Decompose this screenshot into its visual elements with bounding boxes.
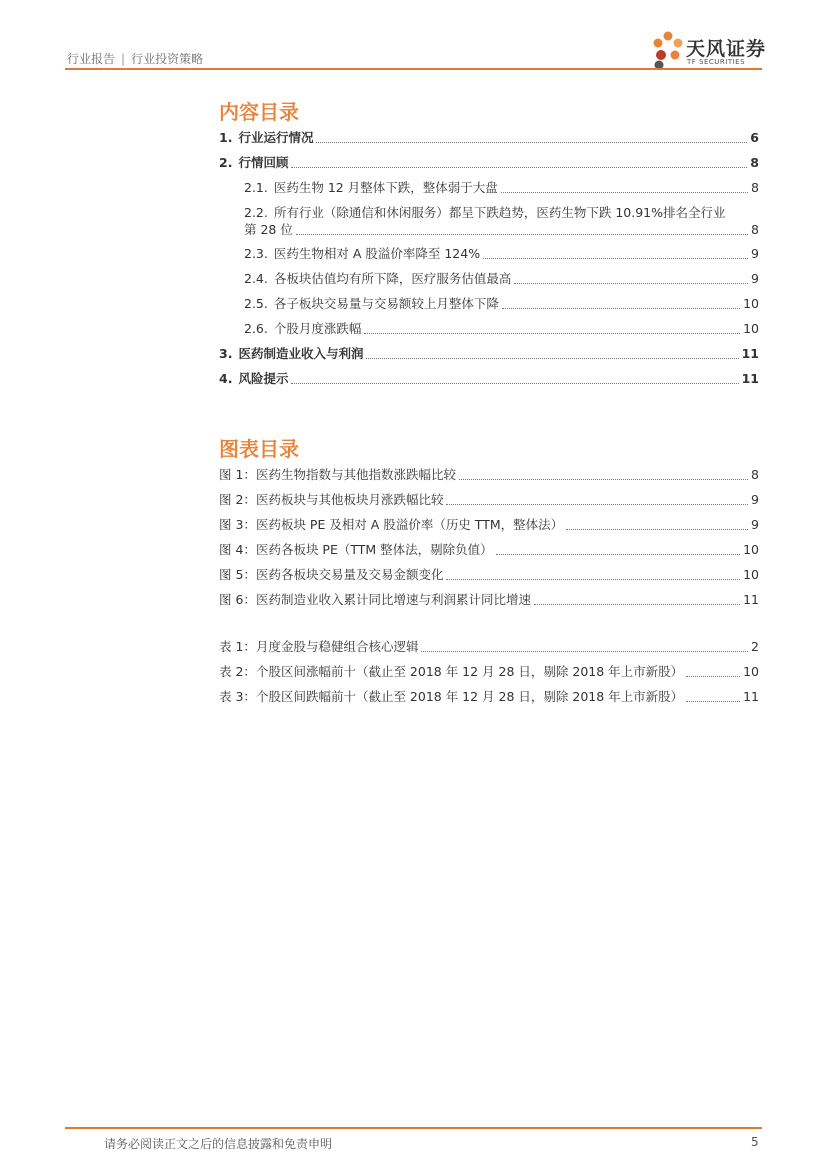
toc-item-page: 9 — [751, 271, 759, 286]
toc-item-number: 2.2. — [244, 205, 268, 220]
toc-item-2-1[interactable] — [244, 180, 759, 196]
dot-leader — [296, 234, 748, 235]
figure-page: 8 — [751, 467, 759, 482]
toc-item-number: 2. — [219, 155, 233, 170]
figure-item-1[interactable] — [219, 467, 759, 483]
header-subcategory-text: 行业投资策略 — [131, 52, 204, 66]
footer-disclaimer: 请务必阅读正文之后的信息披露和免责申明 — [104, 1137, 333, 1151]
toc-item-2-5[interactable] — [244, 296, 759, 312]
figure-label: 图 6： — [219, 592, 256, 607]
toc-item-1[interactable] — [219, 130, 759, 146]
figure-label: 图 5： — [219, 567, 256, 582]
toc-item-page: 9 — [751, 246, 759, 261]
dot-leader — [514, 283, 748, 284]
header-category-text: 行业报告 — [67, 52, 116, 66]
toc-item-2-2[interactable] — [244, 204, 759, 238]
toc-item-page: 6 — [750, 130, 759, 145]
footer-divider — [65, 1127, 762, 1129]
toc-item-text: 行情回顾 — [238, 155, 289, 170]
toc-item-2[interactable] — [219, 155, 759, 171]
dot-leader — [686, 676, 740, 677]
toc-item-text: 风险提示 — [238, 371, 289, 386]
figure-item-6[interactable] — [219, 592, 759, 608]
table-page: 2 — [751, 639, 759, 654]
toc-item-text: 各板块估值均有所下降，医疗服务估值最高 — [273, 271, 512, 286]
figure-text: 医药各板块交易量及交易金额变化 — [255, 567, 444, 582]
dot-leader — [502, 308, 740, 309]
tf-flower-logo-icon — [650, 30, 686, 70]
toc-item-line-1 — [244, 204, 759, 221]
figure-page: 9 — [751, 492, 759, 507]
toc-item-text: 行业运行情况 — [238, 130, 314, 145]
table-item-2[interactable] — [219, 664, 759, 680]
toc-item-number: 2.4. — [244, 271, 268, 286]
figure-label: 图 1： — [219, 467, 256, 482]
toc-item-text: 所有行业（除通信和休闲服务）都呈下跌趋势，医药生物下跌 10.91%排名全行业 — [273, 205, 726, 220]
dot-leader — [291, 167, 747, 168]
table-label: 表 3： — [219, 689, 256, 704]
figure-label: 图 4： — [219, 542, 256, 557]
dot-leader — [291, 383, 738, 384]
table-item-1[interactable] — [219, 639, 759, 655]
toc-item-page: 8 — [751, 222, 759, 237]
dot-leader — [364, 333, 740, 334]
toc-item-number: 2.5. — [244, 296, 268, 311]
toc-item-text: 各子板块交易量与交易额较上月整体下降 — [273, 296, 499, 311]
toc-item-page: 10 — [743, 296, 759, 311]
toc-item-text: 医药生物 12 月整体下跌，整体弱于大盘 — [273, 180, 498, 195]
page-number: 5 — [751, 1135, 759, 1149]
figure-text: 医药板块 PE 及相对 A 股溢价率（历史 TTM，整体法） — [255, 517, 564, 532]
toc-item-number: 2.1. — [244, 180, 268, 195]
toc-item-page: 10 — [743, 321, 759, 336]
figure-page: 9 — [751, 517, 759, 532]
dot-leader — [446, 504, 748, 505]
header-category — [67, 50, 203, 67]
dot-leader — [496, 554, 740, 555]
toc-item-text: 医药制造业收入与利润 — [238, 346, 364, 361]
figure-item-5[interactable] — [219, 567, 759, 583]
toc-item-page: 11 — [741, 346, 759, 361]
figure-page: 11 — [743, 592, 759, 607]
logo-name: 天风证券 — [686, 38, 767, 60]
figure-text: 医药板块与其他板块月涨跌幅比较 — [255, 492, 444, 507]
figure-text: 医药制造业收入累计同比增速与利润累计同比增速 — [255, 592, 531, 607]
toc-item-number: 2.3. — [244, 246, 268, 261]
table-page: 11 — [743, 689, 759, 704]
dot-leader — [501, 192, 748, 193]
company-logo — [650, 30, 765, 70]
dot-leader — [483, 258, 748, 259]
dot-leader — [446, 579, 740, 580]
toc-item-3[interactable] — [219, 346, 759, 362]
toc-item-number: 1. — [219, 130, 233, 145]
toc-item-page: 11 — [741, 371, 759, 386]
table-page: 10 — [743, 664, 759, 679]
header-separator: | — [121, 52, 126, 66]
table-label: 表 2： — [219, 664, 256, 679]
figure-item-3[interactable] — [219, 517, 759, 533]
figure-page: 10 — [743, 567, 759, 582]
contents-title: 内容目录 — [219, 100, 299, 124]
dot-leader — [421, 651, 748, 652]
dot-leader — [316, 142, 747, 143]
table-label: 表 1： — [219, 639, 256, 654]
toc-item-page: 8 — [751, 180, 759, 195]
toc-item-number: 3. — [219, 346, 233, 361]
toc-item-4[interactable] — [219, 371, 759, 387]
toc-item-text-continued: 第 28 位 — [244, 222, 293, 237]
figure-text: 医药生物指数与其他指数涨跌幅比较 — [255, 467, 456, 482]
toc-item-text: 个股月度涨跌幅 — [273, 321, 362, 336]
toc-item-page: 8 — [750, 155, 759, 170]
figures-title: 图表目录 — [219, 437, 299, 461]
figure-item-2[interactable] — [219, 492, 759, 508]
toc-item-line-2 — [244, 221, 759, 238]
dot-leader — [366, 358, 738, 359]
table-text: 月度金股与稳健组合核心逻辑 — [255, 639, 419, 654]
dot-leader — [534, 604, 740, 605]
toc-item-number: 2.6. — [244, 321, 268, 336]
figure-page: 10 — [743, 542, 759, 557]
toc-item-2-6[interactable] — [244, 321, 759, 337]
toc-item-2-4[interactable] — [244, 271, 759, 287]
figure-text: 医药各板块 PE（TTM 整体法，剔除负值） — [255, 542, 493, 557]
figure-label: 图 3： — [219, 517, 256, 532]
table-item-3[interactable] — [219, 689, 759, 705]
dot-leader — [686, 701, 740, 702]
toc-item-2-3[interactable] — [244, 246, 759, 262]
logo-subtitle: TF SECURITIES — [687, 58, 746, 66]
dot-leader — [459, 479, 748, 480]
figure-item-4[interactable] — [219, 542, 759, 558]
toc-item-text: 医药生物相对 A 股溢价率降至 124% — [273, 246, 481, 261]
dot-leader — [566, 529, 748, 530]
table-text: 个股区间涨幅前十（截止至 2018 年 12 月 28 日，剔除 2018 年上市新股） — [255, 664, 684, 679]
header-divider — [65, 68, 762, 70]
table-text: 个股区间跌幅前十（截止至 2018 年 12 月 28 日，剔除 2018 年上市新股） — [255, 689, 684, 704]
figure-label: 图 2： — [219, 492, 256, 507]
toc-item-number: 4. — [219, 371, 233, 386]
